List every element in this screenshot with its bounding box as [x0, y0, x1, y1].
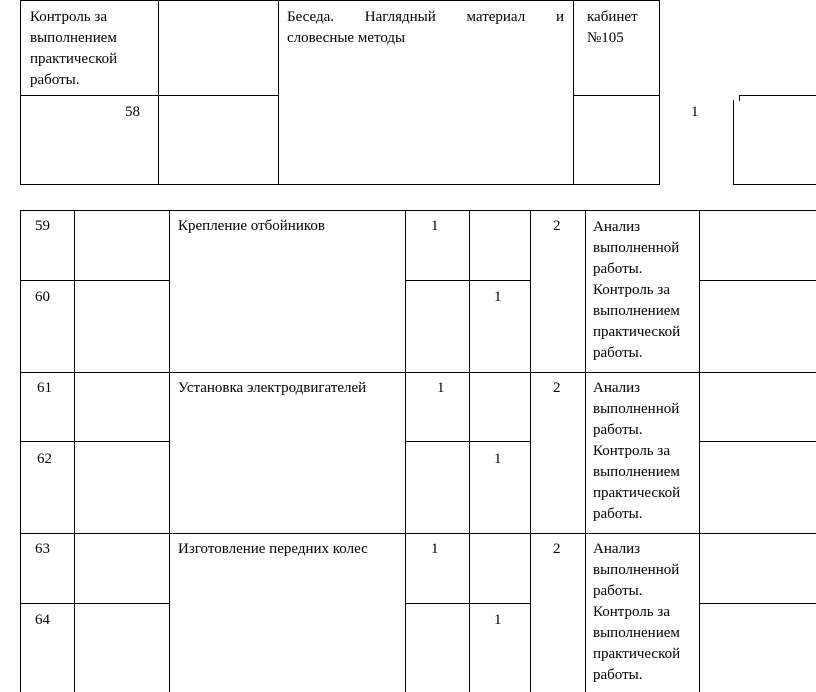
control-line-6: практической	[593, 485, 681, 501]
control-line-7: работы.	[593, 345, 643, 361]
total-hours: 2	[553, 541, 561, 557]
control-line-4: Контроль за	[593, 604, 670, 620]
top-control-line-2: выполнением	[30, 30, 117, 46]
lesson-number: 63	[35, 541, 50, 557]
control-line-4: Контроль за	[593, 443, 670, 459]
top-room-line-2: №105	[587, 30, 624, 46]
method-word-2: Наглядный	[364, 9, 436, 25]
control-line-5: выполнением	[593, 303, 680, 319]
practice-hours: 1	[494, 451, 502, 467]
control-line-2: выполненной	[593, 401, 680, 417]
control-line-1: Анализ	[593, 380, 641, 396]
topic-cell: Изготовление передних колес	[178, 541, 368, 557]
control-line-4: Контроль за	[593, 282, 670, 298]
lesson-number: 60	[35, 289, 50, 305]
total-hours: 2	[553, 218, 561, 234]
control-line-2: выполненной	[593, 562, 680, 578]
top-room-line-1: кабинет	[587, 9, 638, 25]
control-line-6: практической	[593, 646, 681, 662]
method-word-1: Беседа.	[287, 9, 334, 25]
control-line-7: работы.	[593, 506, 643, 522]
hours-58: 1	[691, 104, 699, 120]
control-line-5: выполнением	[593, 625, 680, 641]
control-line-5: выполнением	[593, 464, 680, 480]
control-line-7: работы.	[593, 667, 643, 683]
lesson-number: 64	[35, 612, 50, 628]
lesson-number: 62	[37, 451, 52, 467]
lesson-number-58: 58	[125, 104, 140, 120]
topic-cell: Крепление отбойников	[178, 218, 325, 234]
practice-hours: 1	[494, 612, 502, 628]
control-line-1: Анализ	[593, 541, 641, 557]
top-control-line-4: работы.	[30, 72, 80, 88]
top-control-line-1: Контроль за	[30, 9, 107, 25]
top-method-line-1	[287, 7, 564, 28]
method-word-3: материал	[466, 9, 526, 25]
control-line-2: выполненной	[593, 240, 680, 256]
theory-hours: 1	[431, 218, 439, 234]
total-hours: 2	[553, 380, 561, 396]
top-method-line-2: словесные методы	[287, 30, 406, 46]
theory-hours: 1	[431, 541, 439, 557]
method-word-4: и	[555, 9, 564, 25]
control-line-6: практической	[593, 324, 681, 340]
topic-cell: Установка электродвигателей	[178, 380, 367, 396]
theory-hours: 1	[437, 380, 445, 396]
control-line-3: работы.	[593, 583, 643, 599]
lesson-number: 59	[35, 218, 50, 234]
top-control-line-3: практической	[30, 51, 118, 67]
lesson-number: 61	[37, 380, 52, 396]
control-line-1: Анализ	[593, 219, 641, 235]
control-line-3: работы.	[593, 422, 643, 438]
practice-hours: 1	[494, 289, 502, 305]
control-line-3: работы.	[593, 261, 643, 277]
